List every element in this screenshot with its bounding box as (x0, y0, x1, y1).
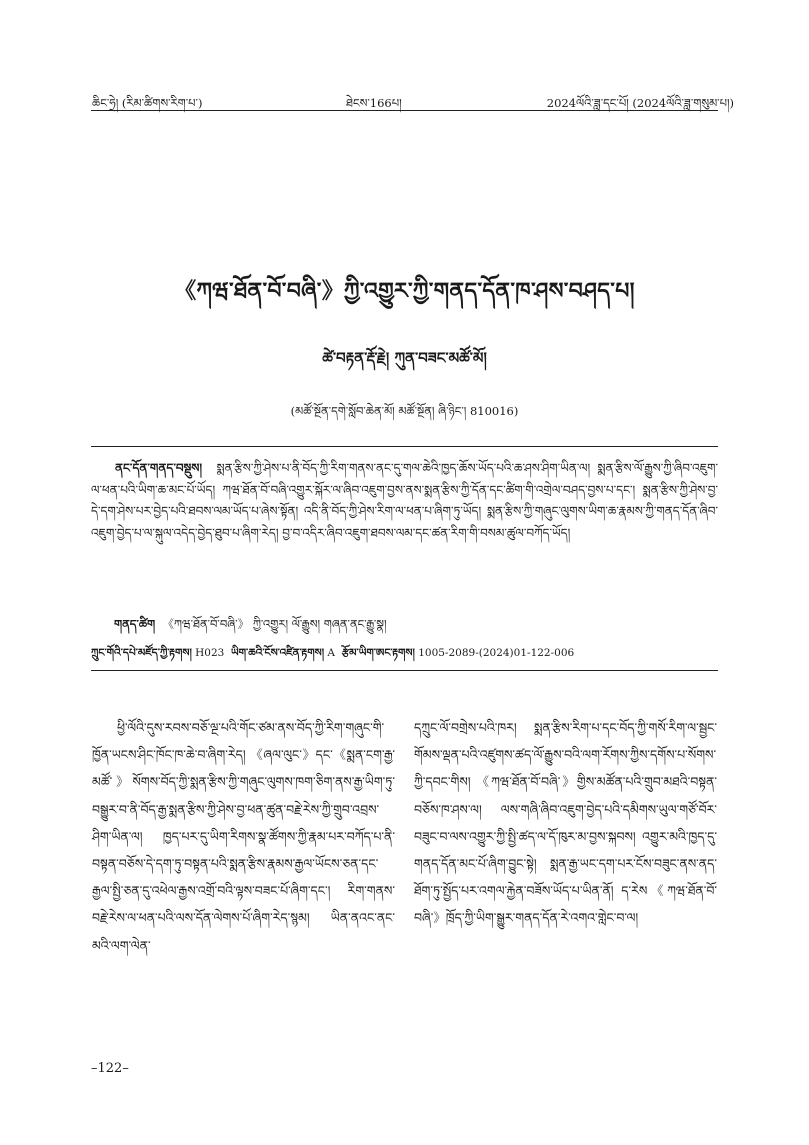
body-text-left: ཕྱི་ལོའི་དུས་རབས་བཅོ་ལྔ་པའི་གོང་ཙམ་ནས་བོད་ཀྱི་རིག་གཞུང་གི་ཁྱོན་ཡངས་ཤིང་ཁོང་ཁ་ཆེ་བ་ཞིག་རེད། 《ཞལ་ལུང་》དང་《སྨན་ངག་རྒྱ་མཚོ་》སོགས་བོད་ཀྱི་སྨན་རྩིས་ཀྱི་གཞུང་ལུགས་ཁག་ཅིག་ནས་རྒྱ་ཡིག་ཏུ་བསྒྱུར་བ་ནི་བོད་རྒྱ་སྨན་རྩིས་ཀྱི་ཤེས་བྱ་ཕན་ཚུན་བརྗེ་རེས་ཀྱི་གྲུབ་འབྲས་ཤིག་ཡིན་ལ། ཁྱད་པར་དུ་ཡིག་རིགས་སྣ་ཚོགས་ཀྱི་རྣམ་པར་བཀོད་པ་ནི་བསྟན་བཅོས་དེ་དག་ཏུ་བསྟན་པའི་སྨན་རྩིས་རྣམས་རྒྱལ་ཡོངས་ཅན་དང་རྒྱལ་སྤྱི་ཅན་དུ་འཕེལ་རྒྱས་འགྲོ་བའི་ལྟས་བཟང་པོ་ཞིག་དང་། རིག་གནས་བརྗེ་རེས་ལ་ཕན་པའི་ལས་དོན་ལེགས་པོ་ཞིག་རེད་སྙམ། ཡིན་ནའང་ནང་མའི་ལག་ལེན་ (92, 720, 395, 953)
doc-code-value: A (327, 647, 335, 659)
abstract-text: སྨན་རྩིས་ཀྱི་ཤེས་པ་ནི་བོད་ཀྱི་རིག་གནས་ནང་དུ་གལ་ཆེའི་ཁྱད་ཆོས་ཡོད་པའི་ཆ་ཤས་ཤིག་ཡིན་ལ། སྨན་རྩིས་ལོ་རྒྱུས་ཀྱི་ཞིབ་འཇུག་ལ་ཕན་པའི་ཡིག་ཆ་མང་པོ་ཡོད། ཀཝ་ཐོན་བོ་བཞི་འགྱུར་སྐོར་ལ་ཞིབ་འཇུག་བྱས་ནས་སྨན་རྩིས་ཀྱི་དོན་དང་ཚིག་གི་འགྲེལ་བཤད་བྱས་པ་དང་། སྨན་རྩིས་ཀྱི་ཤེས་བྱ་དེ་དག་ཤེས་པར་བྱེད་པའི་ཐབས་ལམ་ཡོད་པ་ཞེས་སྟོན། འདི་ནི་བོད་ཀྱི་ཤེས་རིག་ལ་ཕན་པ་ཞིག་ཏུ་ཡོད། སྨན་རྩིས་ཀྱི་གཞུང་ལུགས་ཡིག་ཆ་རྣམས་ཀྱི་གནད་དོན་ཞིབ་འཇུག་བྱེད་པ་ལ་སྐུལ་འདེད་བྱེད་ཐུབ་པ་ཞིག་རེད། བྱ་བ་འདིར་ཞིབ་འཇུག་ཐབས་ལམ་དང་ཚན་རིག་གི་བསམ་ཚུལ་བཀོད་ཡོད། (91, 461, 718, 540)
clc-label: ཀྲུང་གོའི་དཔེ་མཛོད་ཀྱི་རྟགས། (91, 647, 192, 659)
abstract-top-rule (91, 446, 718, 447)
header-rule (91, 110, 718, 111)
keywords-label: གནད་ཚིག (114, 617, 156, 631)
abstract-label: ནང་དོན་གནད་བསྡུས། (115, 461, 203, 475)
running-header-issue: ཐེངས་166པ། (346, 96, 402, 110)
classification-line (91, 642, 718, 671)
abstract (91, 458, 718, 544)
body-text-right: དཀྲུང་ལོ་བགྲེས་པའི་ཁར། སྨན་རྩིས་རིག་པ་དང་བོད་ཀྱི་གསོ་རིག་ལ་སྦྱང་གོམས་ལྡན་པའི་འཛུགས་ཚད་ལོ་རྒྱུས་བའི་ལག་རོགས་ཀྱིས་དགོས་པ་སོགས་ཀྱི་དབང་གིས། 《ཀཝ་ཐོན་བོ་བཞི་》གྱིས་མཚོན་པའི་གྲུབ་མཐའི་བསྟན་བཅོས་ཁ་ཤས་ལ། ལས་གཞི་ཞིབ་འཇུག་བྱེད་པའི་དམིགས་ཡུལ་གཙོ་བོར་བཟུང་བ་ལས་འགྱུར་ཀྱི་སྤྱི་ཚད་ལ་དོ་ཁུར་མ་བྱས་སྐབས། འགྱུར་མའི་ཁྱད་དུ་གནད་དོན་མང་པོ་ཞིག་བྱུང་སྟེ། སྨན་རྒྱ་ཡང་དག་པར་ངོས་བཟུང་ནས་ནད་ཐོག་ཏུ་སྤྱོད་པར་འགལ་རྐྱེན་བཟོས་ཡོད་པ་ཡིན་ནོ། ད་རེས《ཀཝ་ཐོན་བོ་བཞི་》ཁྲོད་ཀྱི་ཡིག་སྒྱུར་གནད་དོན་རེ་འགའ་གླེང་བ་ལ། (414, 720, 717, 926)
abstract-bottom-rule (91, 670, 718, 671)
body-column-right (414, 714, 717, 932)
article-id-label: རྩོམ་ཡིག་ཨང་རྟགས། (341, 647, 415, 659)
article-id-value: 1005-2089-(2024)01-122-006 (418, 647, 575, 659)
article-title: 《ཀཝ་ཐོན་བོ་བཞི་》ཀྱི་འགྱུར་ཀྱི་གནད་དོན་ཁ་ཤས་བཤད་པ། (174, 278, 635, 304)
page-number: –122– (91, 1061, 129, 1076)
running-header-journal: ཆིང་ཧྲེ། (རིམ་ཚིགས་རིག་པ་) (92, 96, 203, 110)
running-header-date: 2024ལོའི་ཟླ་དང་པོ། (2024ལོའི་ཟླ་གསུམ་པ།) (546, 96, 734, 110)
keywords-text: 《ཀཝ་ཐོན་བོ་བཞི་》 ཀྱི་འགྱུར། ལོ་རྒྱུས། གཞན་ནང་རྒྱུ་སྣ། (162, 617, 387, 631)
author-affiliation: (མཚོ་སྔོན་དགེ་སློབ་ཆེན་མོ། མཚོ་སྔོན། ཞི་ཉིང་། 810016) (290, 404, 519, 418)
keywords (91, 611, 718, 644)
body-column-left (92, 714, 395, 959)
clc-value: H023 (195, 647, 225, 659)
doc-code-label: ཡིག་ཆའི་ངོས་འཛིན་རྟགས། (231, 647, 325, 659)
author-names: ཚེ་བརྟན་རྡོ་རྗེ། ཀུན་བཟང་མཚོ་མོ། (322, 349, 487, 367)
